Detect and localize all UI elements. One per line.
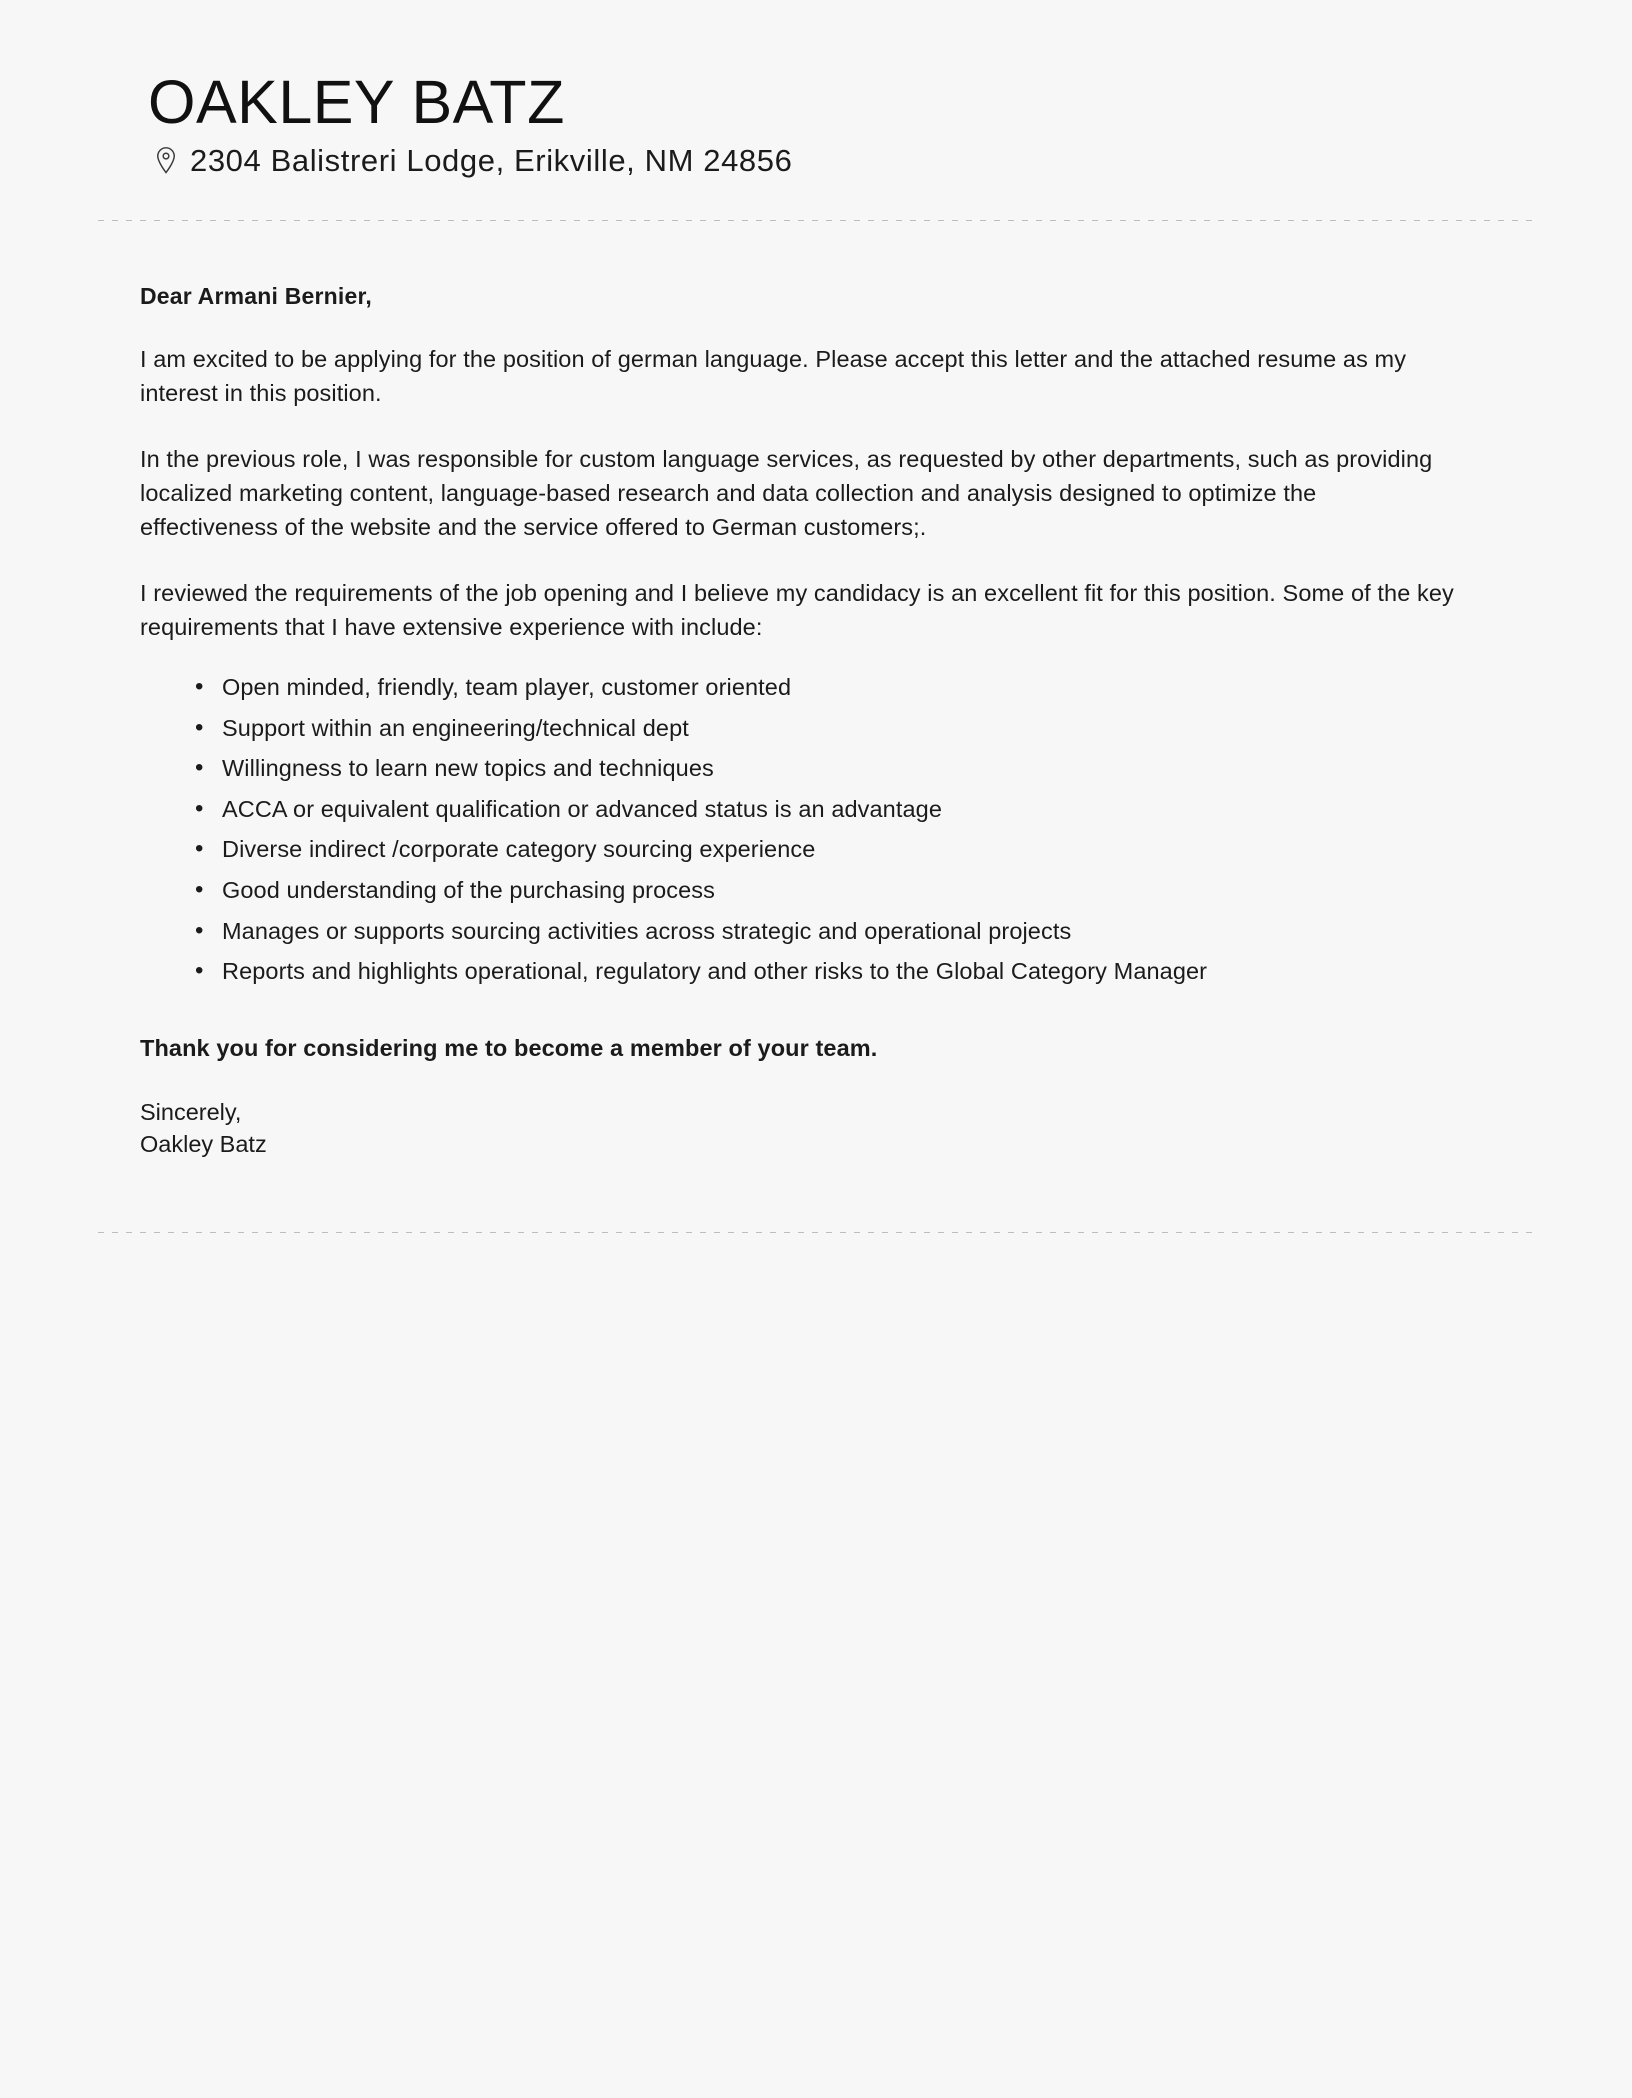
list-item: • Manages or supports sourcing activities across strategic and operational projects (195, 916, 1454, 947)
signoff-name: Oakley Batz (140, 1131, 267, 1158)
page-title: OAKLEY BATZ (148, 68, 565, 136)
map-pin-icon (155, 146, 177, 176)
address-row (155, 144, 1512, 178)
letter-body (140, 283, 1512, 1160)
list-item: • Open minded, friendly, team player, customer oriented (195, 672, 1454, 703)
list-item: • Diverse indirect /corporate category sourcing experience (195, 834, 1454, 865)
footer-divider (98, 1232, 1532, 1233)
paragraph-3: I reviewed the requirements of the job opening and I believe my candidacy is an excellent fit for this position. Some of the key requirements that I have extensive experience with include: (140, 580, 1454, 640)
address-text: 2304 Balistreri Lodge, Erikville, NM 24856 (190, 143, 793, 179)
paragraph-2: In the previous role, I was responsible for custom language services, as requested by other departments, such as providing localized marketing content, language-based research and data collection and analysis designed to optimize the effectiveness of the website and the service offered to German customers;. (140, 446, 1433, 540)
paragraph-1: I am excited to be applying for the position of german language. Please accept this letter and the attached resume as my interest in this position. (140, 346, 1407, 406)
signoff-salutation: Sincerely, (140, 1098, 242, 1125)
salutation: Dear Armani Bernier, (140, 283, 372, 310)
list-item: • ACCA or equivalent qualification or advanced status is an advantage (195, 794, 1454, 825)
list-item: • Good understanding of the purchasing process (195, 875, 1454, 906)
signature-block (140, 1097, 1454, 1160)
list-item: • Willingness to learn new topics and techniques (195, 753, 1454, 784)
closing-statement: Thank you for considering me to become a member of your team. (140, 1034, 878, 1061)
letter-header (148, 70, 1512, 178)
list-item: • Reports and highlights operational, regulatory and other risks to the Global Category Manager (195, 956, 1454, 987)
list-item: • Support within an engineering/technical dept (195, 713, 1454, 744)
requirements-list (140, 672, 1454, 986)
header-divider (98, 220, 1532, 221)
